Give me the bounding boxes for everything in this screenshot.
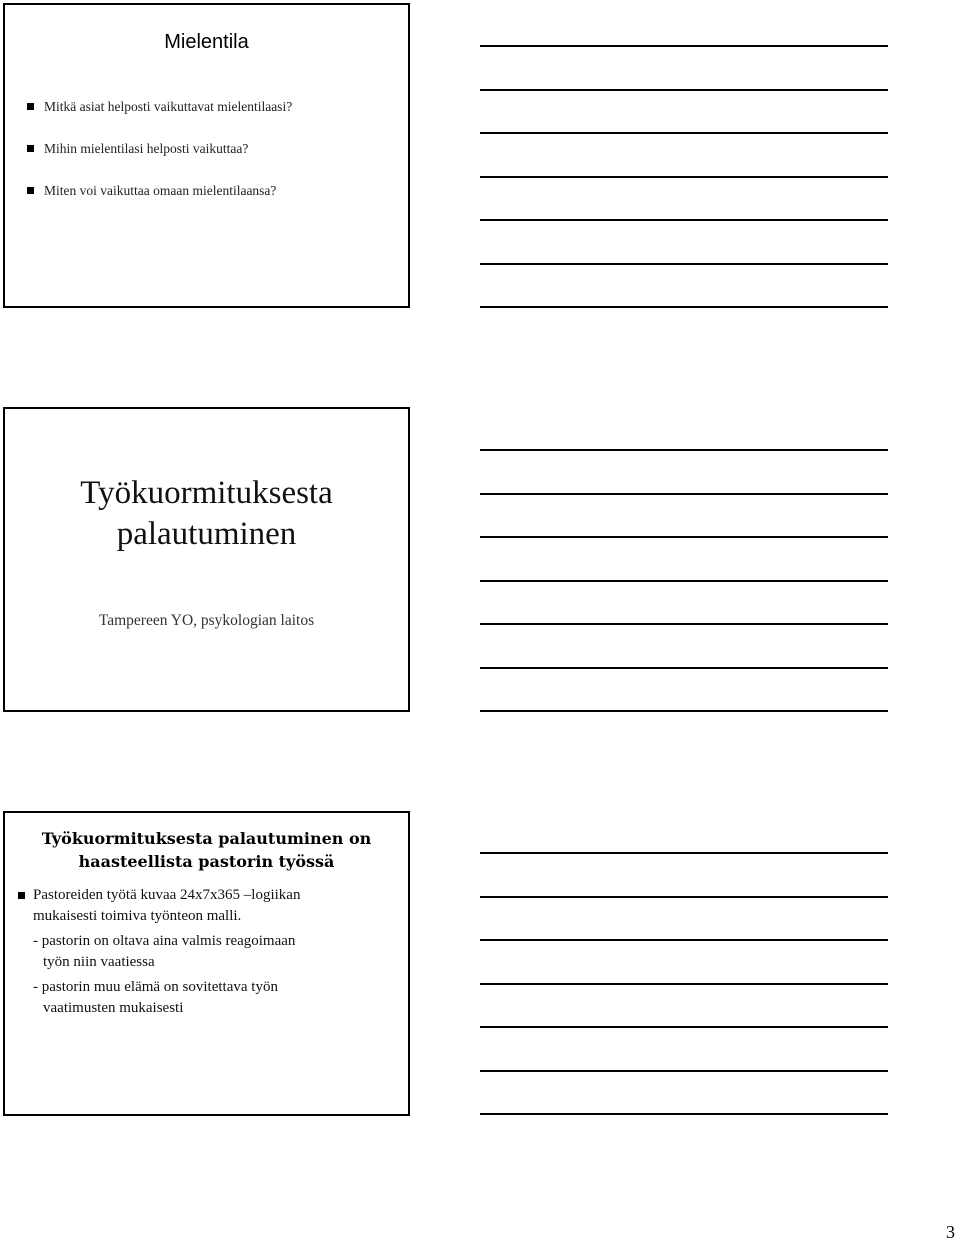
note-line [480, 623, 888, 625]
bullet-text: Mihin mielentilasi helposti vaikuttaa? [44, 141, 249, 156]
slide-2-subtitle: Tampereen YO, psykologian laitos [98, 612, 315, 629]
note-line [480, 667, 888, 669]
dash-line-1: - pastorin muu elämä on sovitettava työn [33, 979, 278, 995]
note-line [480, 1113, 888, 1115]
square-bullet-icon [27, 145, 34, 152]
slide-3-body [33, 885, 398, 1023]
note-line [480, 449, 888, 451]
note-line [480, 1070, 888, 1072]
note-line [480, 580, 888, 582]
slide-3-dash-item-2 [33, 977, 398, 1019]
note-line [480, 710, 888, 712]
slide-3-dash-item-1 [33, 931, 398, 973]
notes-lines-3 [480, 852, 888, 1157]
note-line [480, 1026, 888, 1028]
slide-2-title-line-2: palautuminen [116, 516, 297, 552]
slide-3-bullet [33, 885, 398, 927]
dash-line-2: työn niin vaatiessa [43, 954, 155, 970]
list-item [27, 99, 292, 141]
list-item [27, 183, 292, 225]
note-line [480, 896, 888, 898]
square-bullet-icon [27, 187, 34, 194]
slide-1 [3, 3, 410, 308]
page-number: 3 [946, 1222, 955, 1242]
slide-3-title [5, 827, 408, 873]
bullet-text: Miten voi vaikuttaa omaan mielentilaansa? [44, 183, 277, 198]
list-item [27, 141, 292, 183]
note-line [480, 536, 888, 538]
note-line [480, 219, 888, 221]
note-line [480, 89, 888, 91]
note-line [480, 176, 888, 178]
note-line [480, 263, 888, 265]
bullet-line-2: mukaisesti toimiva työnteon malli. [33, 908, 242, 924]
note-line [480, 939, 888, 941]
square-bullet-icon [27, 103, 34, 110]
dash-line-1: - pastorin on oltava aina valmis reagoimaan [33, 933, 296, 949]
note-line [480, 306, 888, 308]
slide-3-title-line-2: haasteellista pastorin työssä [78, 852, 335, 871]
notes-lines-2 [480, 449, 888, 754]
slide-2-title [5, 473, 408, 555]
bullet-text: Mitkä asiat helposti vaikuttavat mielentilaasi? [44, 99, 293, 114]
note-line [480, 132, 888, 134]
slide-2 [3, 407, 410, 712]
note-line [480, 983, 888, 985]
slide-1-bullet-list [27, 99, 292, 225]
note-line [480, 852, 888, 854]
square-bullet-icon [18, 892, 25, 899]
notes-lines-1 [480, 45, 888, 350]
slide-3-title-line-1: Työkuormituksesta palautuminen on [41, 829, 372, 848]
slide-3 [3, 811, 410, 1116]
note-line [480, 45, 888, 47]
bullet-line-1: Pastoreiden työtä kuvaa 24x7x365 –logiikan [33, 887, 301, 903]
slide-1-title: Mielentila [164, 31, 249, 53]
dash-line-2: vaatimusten mukaisesti [43, 1000, 184, 1016]
slide-2-title-line-1: Työkuormituksesta [80, 475, 333, 511]
note-line [480, 493, 888, 495]
